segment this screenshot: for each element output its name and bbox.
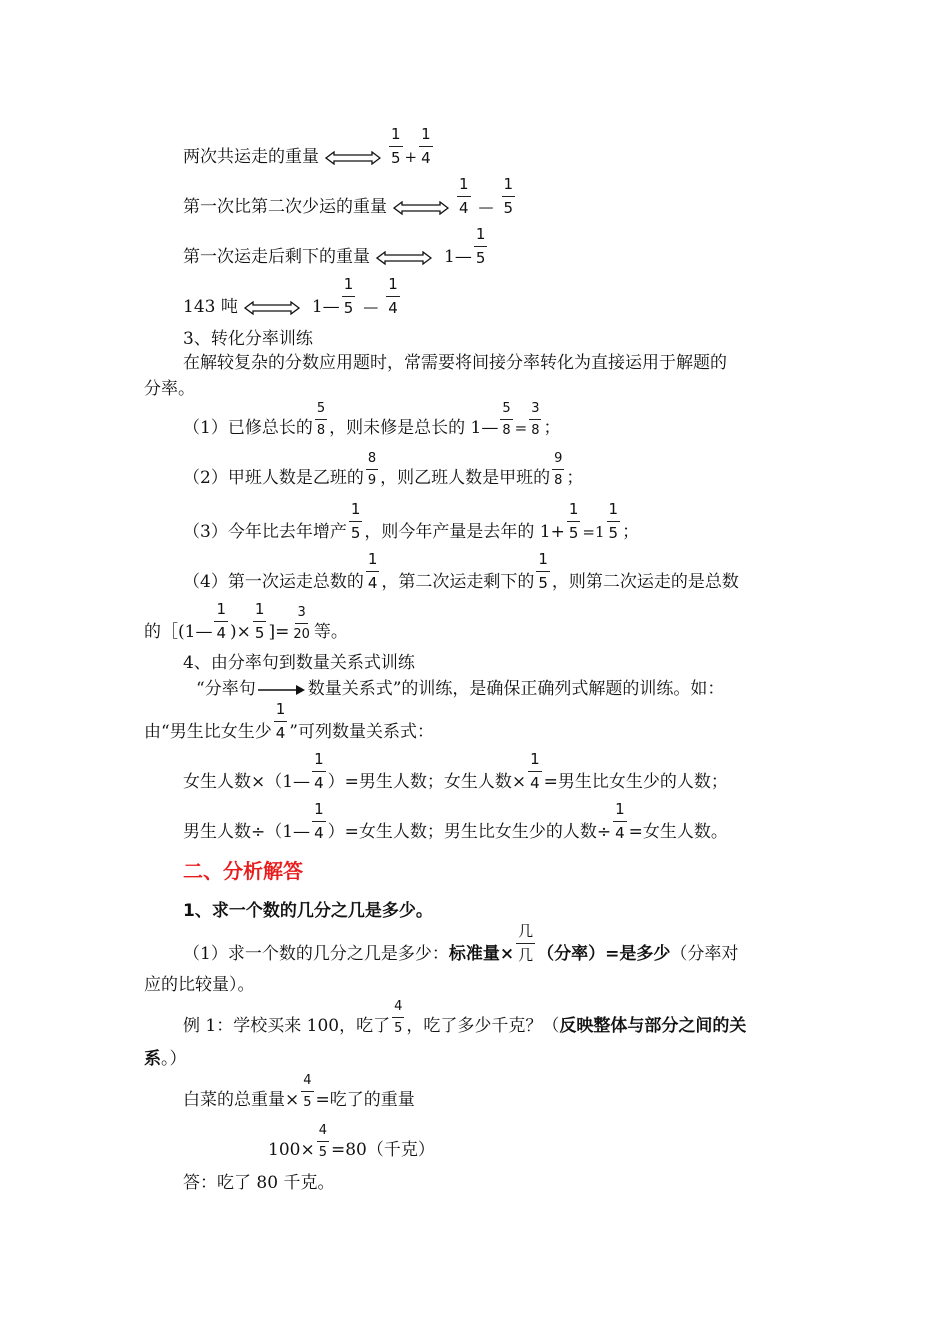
solution-line-2: 100× $\frac{4}{5}$ =80（千克）: [268, 1123, 435, 1160]
section-3-intro: 在解较复杂的分数应用题时，常需要将间接分率转化为直接运用于解题的: [183, 353, 727, 373]
fraction: $\frac{1}{5}$: [350, 500, 361, 542]
conversion-item-1: （1）已修总长的 $\frac{5}{8}$ ，则未修是总长的 1— $\frac{5}{8}$ = $\frac{3}{8}$ ；: [183, 401, 561, 438]
fraction: $\frac{1}{4}$: [615, 800, 625, 842]
operator: —: [478, 198, 494, 216]
fraction: $\frac{1}{5}$: [608, 500, 619, 542]
example-1-cont: 系。）: [144, 1049, 187, 1069]
relation-line-3: [183, 225, 489, 268]
fraction: $\frac{4}{5}$: [303, 1073, 312, 1110]
fraction: $\frac{1}{5}$: [568, 500, 579, 542]
fraction: $\frac{1}{5}$: [503, 175, 514, 217]
fraction: $\frac{1}{4}$: [314, 750, 324, 792]
fraction: $\frac{3}{20}$: [293, 605, 310, 642]
relation-label: 第一次运走后剩下的重量: [183, 247, 370, 267]
double-arrow-icon: [325, 151, 381, 165]
rule-line: （1）求一个数的几分之几是多少：标准量× $\frac{\text{几}}{\text{几}}$ （分率）=是多少（分率对: [183, 922, 739, 964]
fraction: $\frac{1}{4}$: [530, 750, 540, 792]
conversion-item-4: （4）第一次运走总数的 $\frac{1}{4}$ ，第二次运走剩下的 $\frac{1}{5}$ ，则第二次运走的是总数: [183, 550, 739, 592]
fraction: $\frac{1}{4}$: [388, 275, 398, 317]
fraction: $\frac{1}{5}$: [538, 550, 548, 592]
double-arrow-icon: [393, 201, 449, 215]
double-arrow-icon: [244, 301, 300, 315]
fraction: $\frac{5}{8}$: [316, 401, 326, 438]
subsection-title: 1、求一个数的几分之几是多少。: [183, 901, 433, 921]
fraction: $\frac{1}{4}$: [314, 800, 324, 842]
prefix: 1—: [444, 247, 472, 267]
fraction: $\frac{1}{5}$: [391, 125, 401, 167]
fraction: $\frac{1}{4}$: [367, 550, 378, 592]
conversion-item-4-cont: 的［(1— $\frac{1}{4}$ )× $\frac{1}{5}$ ]= $\frac{3}{20}$ 等。: [144, 600, 348, 642]
fraction: $\frac{1}{5}$: [475, 225, 486, 267]
relation-label: 两次共运走的重量: [183, 147, 319, 167]
conversion-item-3: （3）今年比去年增产 $\frac{1}{5}$ ，则今年产量是去年的 1+ $\frac{1}{5}$ =1 $\frac{1}{5}$ ；: [183, 500, 640, 542]
section-3-intro-cont: 分率。: [144, 379, 195, 399]
fraction: $\frac{1}{5}$: [343, 275, 354, 317]
section-4-line-2: 由“男生比女生少 $\frac{1}{4}$ ”可列数量关系式：: [144, 700, 434, 742]
relation-equation-1: 女生人数×（1— $\frac{1}{4}$ ）=男生人数；女生人数× $\frac{1}{4}$ =男生比女生少的人数；: [183, 750, 728, 792]
solution-line-1: 白菜的总重量× $\frac{4}{5}$ =吃了的重量: [183, 1073, 415, 1110]
fraction: $\frac{\text{几}}{\text{几}}$: [518, 922, 534, 964]
fraction: $\frac{8}{9}$: [367, 451, 377, 488]
fraction: $\frac{9}{8}$: [554, 451, 563, 488]
relation-label: 第一次比第二次少运的重量: [183, 197, 387, 217]
fraction: $\frac{3}{8}$: [531, 401, 540, 438]
fraction: $\frac{4}{5}$: [394, 999, 403, 1036]
double-arrow-icon: [376, 251, 432, 265]
relation-line-1: [183, 125, 435, 168]
section-4-line-1: “分率句 数量关系式”的训练，是确保正确列式解题的训练。如：: [196, 679, 725, 699]
section-4-title: 4、由分率句到数量关系式训练: [183, 653, 415, 673]
relation-line-2: [183, 175, 517, 218]
fraction: $\frac{1}{4}$: [421, 125, 431, 167]
answer-line: 答：吃了 80 千克。: [183, 1173, 335, 1193]
fraction: $\frac{1}{4}$: [216, 600, 226, 642]
relation-label: 143 吨: [183, 297, 238, 317]
fraction: $\frac{1}{4}$: [459, 175, 469, 217]
fraction: $\frac{4}{5}$: [318, 1123, 327, 1160]
relation-line-4: [183, 275, 402, 318]
section-3-title: 3、转化分率训练: [183, 329, 313, 349]
relation-equation-2: 男生人数÷（1— $\frac{1}{4}$ ）=女生人数；男生比女生少的人数÷ $\frac{1}{4}$ =女生人数。: [183, 800, 728, 842]
fraction: $\frac{1}{4}$: [275, 700, 286, 742]
fraction: $\frac{1}{5}$: [254, 600, 265, 642]
fraction: $\frac{5}{8}$: [502, 401, 511, 438]
operator: +: [404, 148, 418, 166]
section-heading: 二、分析解答: [183, 859, 303, 883]
right-arrow-icon: [258, 684, 306, 696]
example-1: 例 1：学校买来 100，吃了 $\frac{4}{5}$ ，吃了多少千克？（反映整体与部分之间的关: [183, 999, 747, 1036]
operator: —: [363, 298, 379, 316]
prefix: 1—: [311, 297, 340, 317]
rule-line-cont: 应的比较量）。: [144, 975, 255, 995]
conversion-item-2: （2）甲班人数是乙班的 $\frac{8}{9}$ ，则乙班人数是甲班的 $\frac{9}{8}$ ；: [183, 451, 584, 488]
